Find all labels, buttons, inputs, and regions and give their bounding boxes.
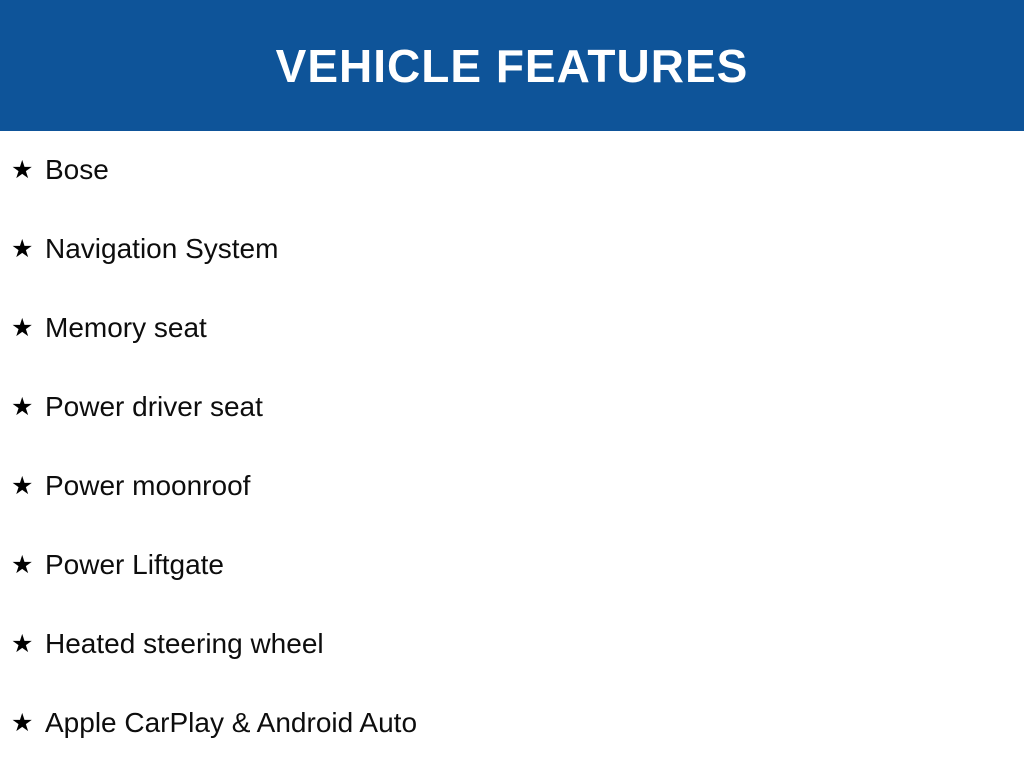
- list-item: [0, 684, 1024, 763]
- feature-label: Apple CarPlay & Android Auto: [45, 707, 418, 739]
- list-item: [0, 605, 1024, 684]
- list-item: [0, 131, 1024, 210]
- feature-label: Power Liftgate: [45, 549, 224, 581]
- list-item: [0, 447, 1024, 526]
- list-item: [0, 210, 1024, 289]
- star-icon: ★: [11, 156, 34, 184]
- feature-label: Bose: [45, 154, 109, 186]
- star-icon: ★: [11, 235, 34, 263]
- feature-label: Power driver seat: [45, 391, 263, 423]
- feature-label: Navigation System: [45, 233, 279, 265]
- star-icon: ★: [11, 472, 34, 500]
- page-header: [0, 0, 1024, 131]
- list-item: [0, 368, 1024, 447]
- feature-label: Memory seat: [45, 312, 207, 344]
- star-icon: ★: [11, 393, 34, 421]
- list-item: [0, 526, 1024, 605]
- star-icon: ★: [11, 709, 34, 737]
- features-list: [0, 131, 1024, 763]
- star-icon: ★: [11, 551, 34, 579]
- list-item: [0, 289, 1024, 368]
- feature-label: Heated steering wheel: [45, 628, 324, 660]
- feature-label: Power moonroof: [45, 470, 251, 502]
- page-title: VEHICLE FEATURES: [275, 39, 749, 92]
- star-icon: ★: [11, 314, 34, 342]
- star-icon: ★: [11, 630, 34, 658]
